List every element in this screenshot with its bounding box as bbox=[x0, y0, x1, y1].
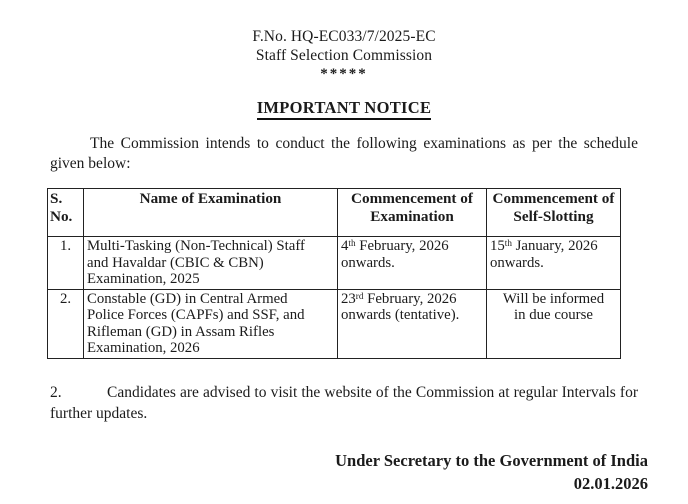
exam-name-line: Multi-Tasking (Non-Technical) Staff bbox=[87, 238, 305, 255]
signatory-designation: Under Secretary to the Government of India bbox=[335, 450, 648, 470]
table-header-row bbox=[48, 189, 621, 237]
self-slotting-line: Will be informed bbox=[502, 291, 605, 308]
date-ordinal: rd bbox=[355, 291, 364, 302]
date-day: 15 bbox=[490, 238, 505, 255]
paragraph-number: 2. bbox=[50, 384, 62, 402]
serial-number-cell: 1. bbox=[48, 237, 84, 290]
table-row bbox=[48, 290, 621, 359]
advisory-text: Candidates are advised to visit the website of the Commission at regular Intervals for further updates. bbox=[50, 384, 638, 422]
exam-name-line: Examination, 2025 bbox=[87, 270, 200, 287]
table-row bbox=[48, 237, 621, 290]
intro-paragraph: The Commission intends to conduct the following examinations as per the schedule given below: bbox=[50, 134, 638, 173]
column-header-serial-number: S. No. bbox=[48, 189, 84, 237]
date-ordinal: th bbox=[348, 238, 356, 249]
date-rest: February, 2026 onwards. bbox=[341, 238, 449, 271]
column-header-commencement-self-slotting: Commencement of Self-Slotting bbox=[487, 189, 621, 237]
date-day: 4 bbox=[341, 238, 349, 255]
self-slotting-cell bbox=[487, 290, 621, 359]
exam-name-line: Rifleman (GD) in Assam Rifles bbox=[87, 323, 275, 340]
commencement-exam-cell bbox=[338, 237, 487, 290]
commencement-exam-cell bbox=[338, 290, 487, 359]
date-rest: February, 2026 onwards (tentative). bbox=[341, 291, 460, 324]
notice-title: IMPORTANT NOTICE bbox=[257, 98, 432, 120]
self-slotting-cell bbox=[487, 237, 621, 290]
exam-name-cell bbox=[84, 237, 338, 290]
exam-name-line: Examination, 2026 bbox=[87, 340, 200, 356]
exam-name-line: Constable (GD) in Central Armed bbox=[87, 291, 288, 308]
exam-name-cell bbox=[84, 290, 338, 359]
column-header-exam-name: Name of Examination bbox=[84, 189, 338, 237]
notice-title-row bbox=[50, 98, 638, 118]
exam-schedule-table bbox=[47, 188, 621, 359]
exam-name-line: Police Forces (CAPFs) and SSF, and bbox=[87, 307, 305, 324]
column-header-commencement-examination: Commencement of Examination bbox=[338, 189, 487, 237]
signature-block bbox=[50, 449, 648, 495]
file-number: F.No. HQ-EC033/7/2025-EC bbox=[252, 28, 436, 45]
document-header bbox=[50, 28, 638, 82]
star-separator: ***** bbox=[320, 65, 368, 82]
signature-date: 02.01.2026 bbox=[573, 473, 648, 493]
exam-name-line: and Havaldar (CBIC & CBN) bbox=[87, 254, 264, 271]
date-ordinal: th bbox=[504, 238, 512, 249]
date-day: 23 bbox=[341, 291, 356, 308]
serial-number-cell: 2. bbox=[48, 290, 84, 359]
self-slotting-line: in due course bbox=[514, 307, 593, 324]
advisory-paragraph bbox=[50, 383, 638, 424]
date-rest: January, 2026 onwards. bbox=[490, 238, 598, 271]
organization-name: Staff Selection Commission bbox=[255, 46, 433, 64]
